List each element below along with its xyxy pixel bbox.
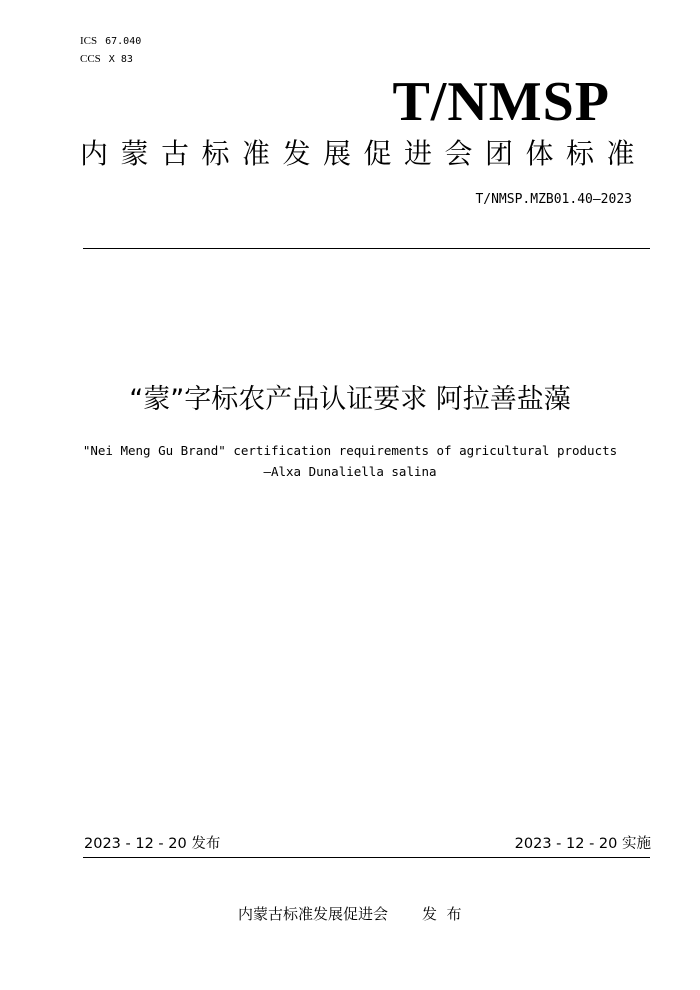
publisher-line: [238, 903, 462, 925]
document-title-en-line2: —Alxa Dunaliella salina: [263, 464, 437, 479]
top-divider: [83, 248, 650, 249]
implement-date: 2023 - 12 - 20 实施: [514, 836, 651, 852]
publisher-name: 内蒙古标准发展促进会: [238, 905, 389, 923]
ics-value: 67.040: [105, 36, 142, 47]
bottom-divider: [83, 857, 650, 858]
ccs-label: CCS: [80, 53, 101, 65]
document-title-en-line1: "Nei Meng Gu Brand" certification requirements of agricultural products: [82, 443, 618, 458]
publish-action: 发 布: [422, 905, 462, 923]
brand-logo: T/NMSP: [392, 71, 610, 133]
document-title-zh: “蒙”字标农产品认证要求 阿拉善盐藻: [129, 384, 571, 415]
ccs-value: X 83: [108, 54, 133, 65]
ics-label: ICS: [80, 35, 98, 47]
ccs-line: [80, 52, 133, 67]
ics-line: [80, 34, 141, 49]
org-standard-title: 内蒙古标准发展促进会团体标准: [80, 137, 648, 170]
issue-date: 2023 - 12 - 20 发布: [84, 836, 221, 852]
standard-number: T/NMSP.MZB01.40—2023: [475, 192, 632, 207]
